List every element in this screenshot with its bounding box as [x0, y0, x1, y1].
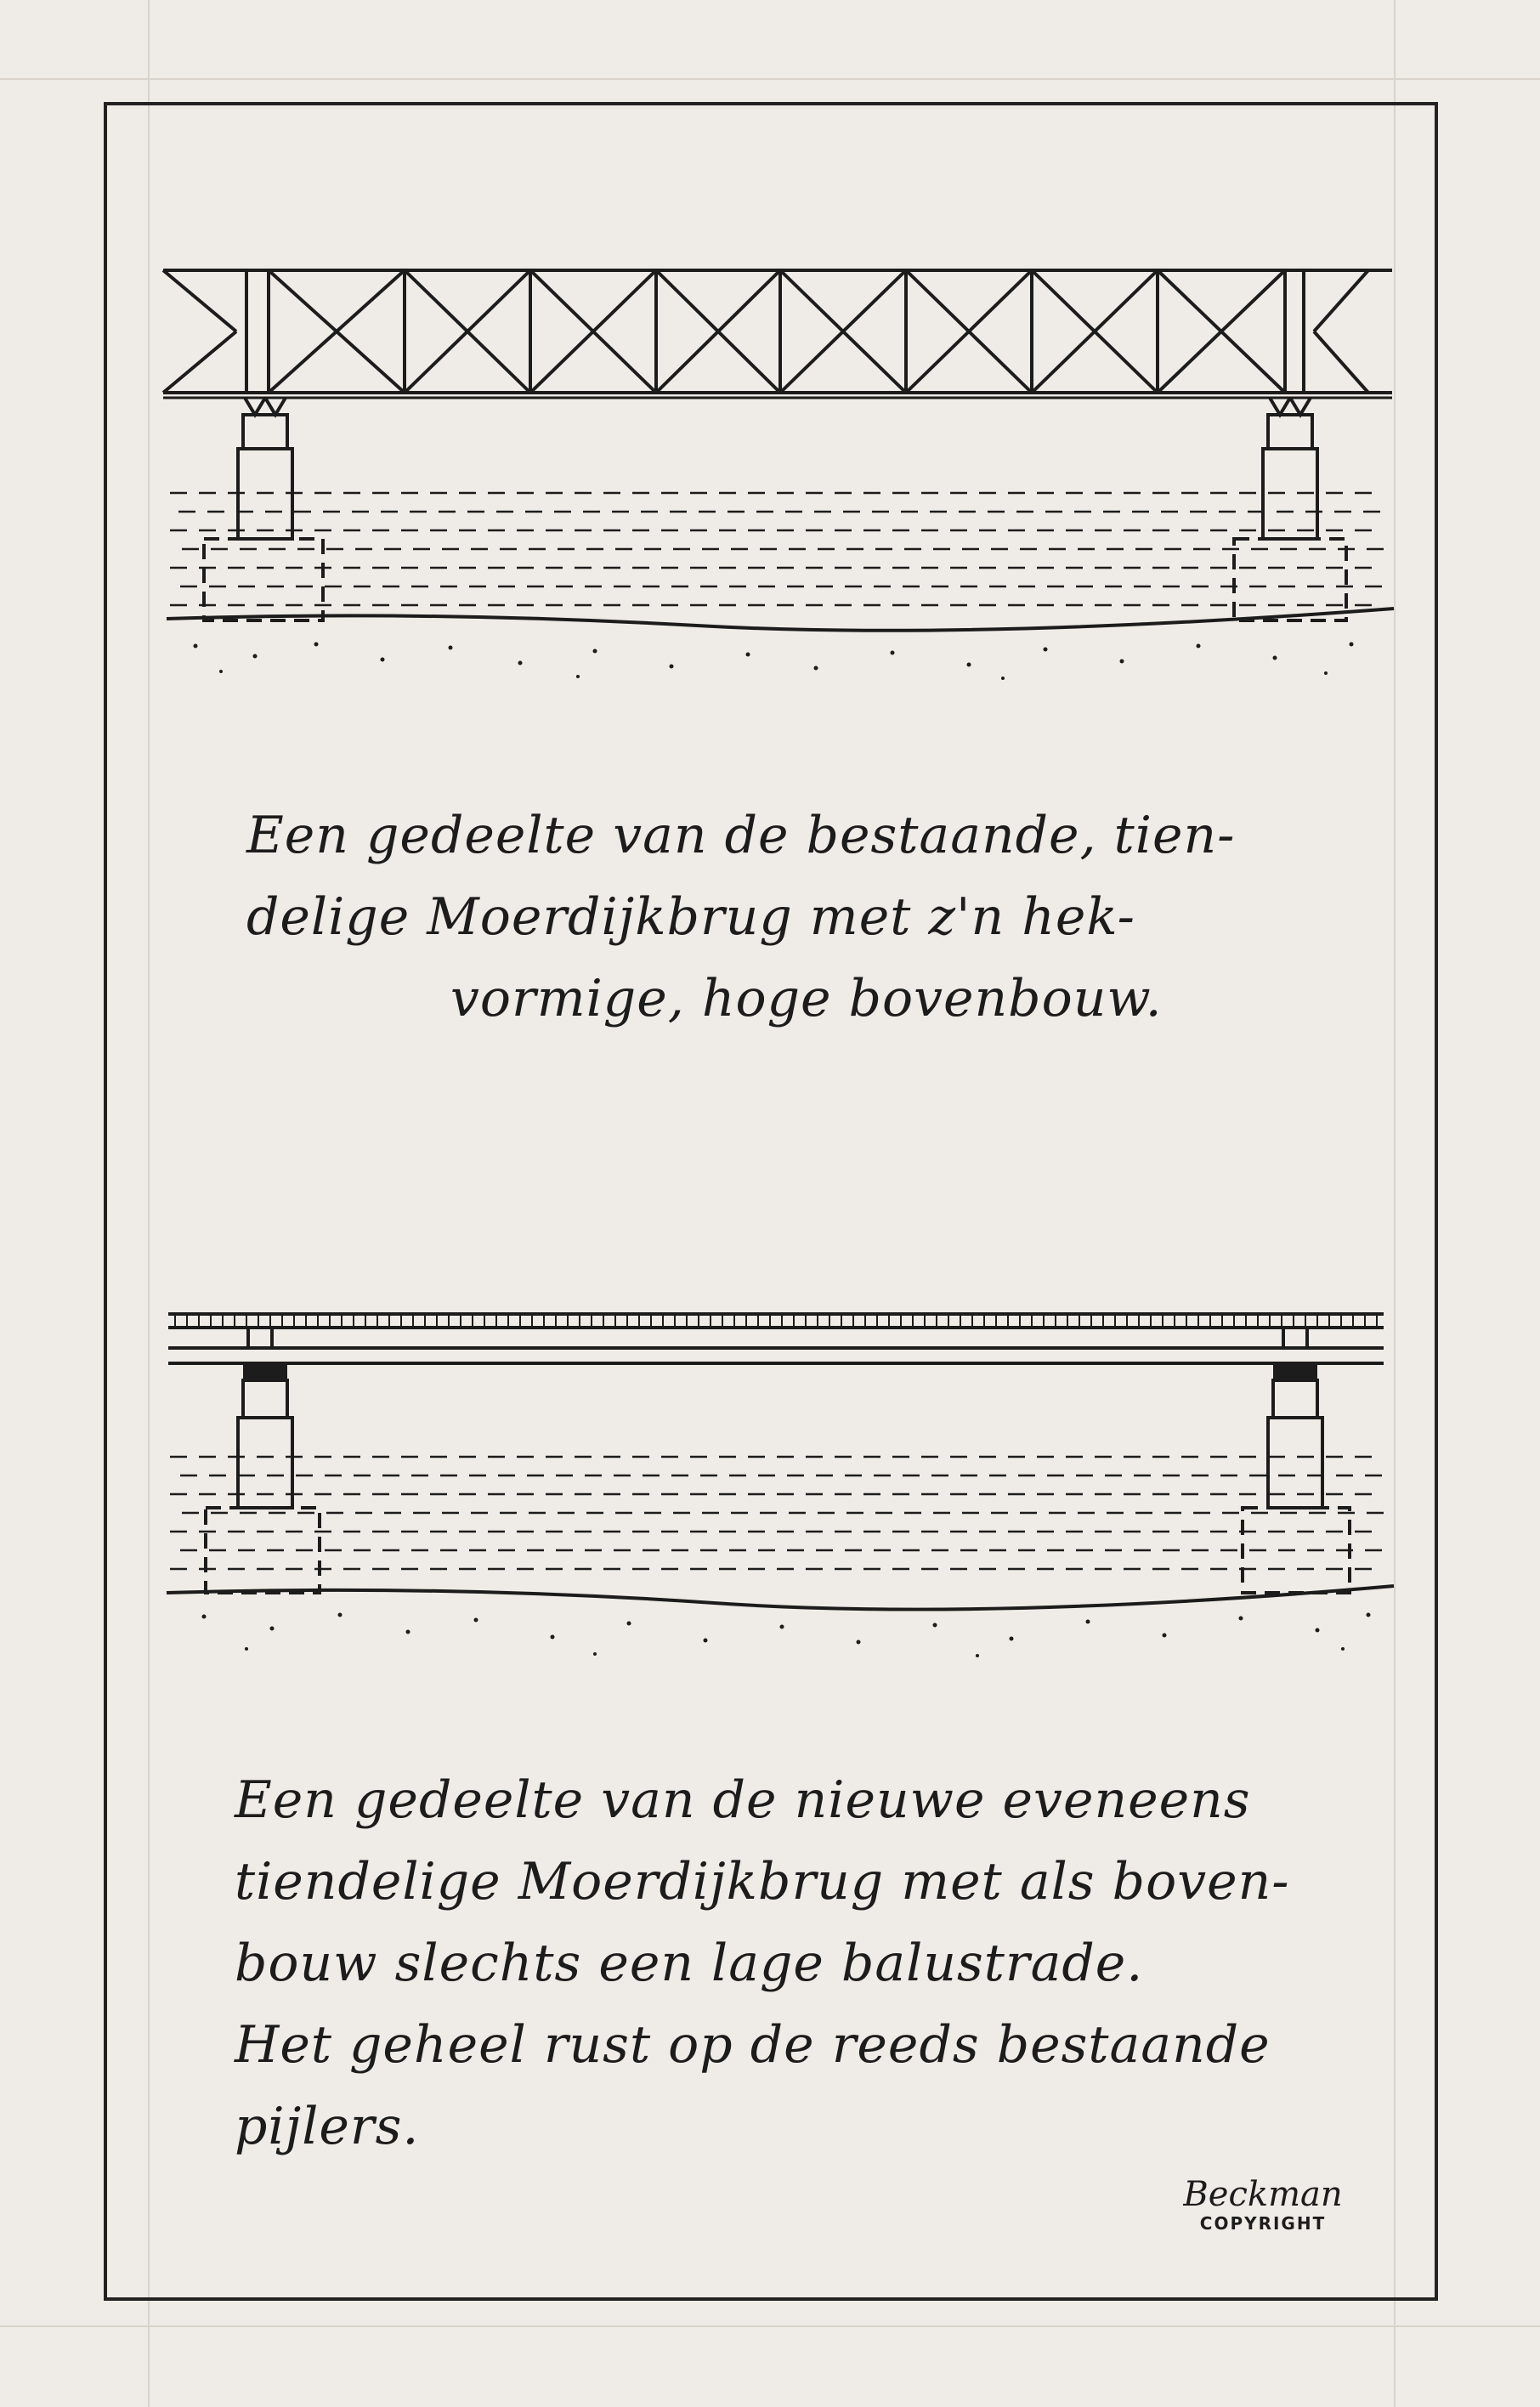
caption-old-line-3: vormige, hoge bovenbouw. — [450, 969, 1163, 1028]
left-pier-new — [206, 1328, 320, 1593]
caption-new-line-5: pijlers. — [235, 2097, 420, 2156]
caption-old-line-2: delige Moerdijkbrug met z'n hek- — [246, 887, 1135, 947]
caption-new-line-1: Een gedeelte van de nieuwe eveneens — [235, 1770, 1251, 1830]
balustrade-balusters — [175, 1314, 1377, 1328]
riverbed-line-bottom — [167, 1586, 1394, 1610]
water-ripples-bottom — [170, 1457, 1385, 1569]
caption-new-bridge — [235, 1759, 1290, 2167]
caption-old-line-1: Een gedeelte van de bestaande, tien- — [246, 806, 1236, 865]
sediment-dots-bottom — [202, 1613, 1371, 1658]
copyright-notice: COPYRIGHT — [1199, 2213, 1327, 2234]
caption-new-line-2: tiendelige Moerdijkbrug met als boven- — [235, 1852, 1290, 1911]
artist-signature — [1169, 2176, 1356, 2234]
signature-name: Beckman — [1183, 2175, 1343, 2214]
caption-new-line-4: Het geheel rust op de reeds bestaande — [235, 2015, 1271, 2075]
caption-new-line-3: bouw slechts een lage balustrade. — [235, 1934, 1144, 1993]
right-pier-new — [1243, 1328, 1350, 1593]
